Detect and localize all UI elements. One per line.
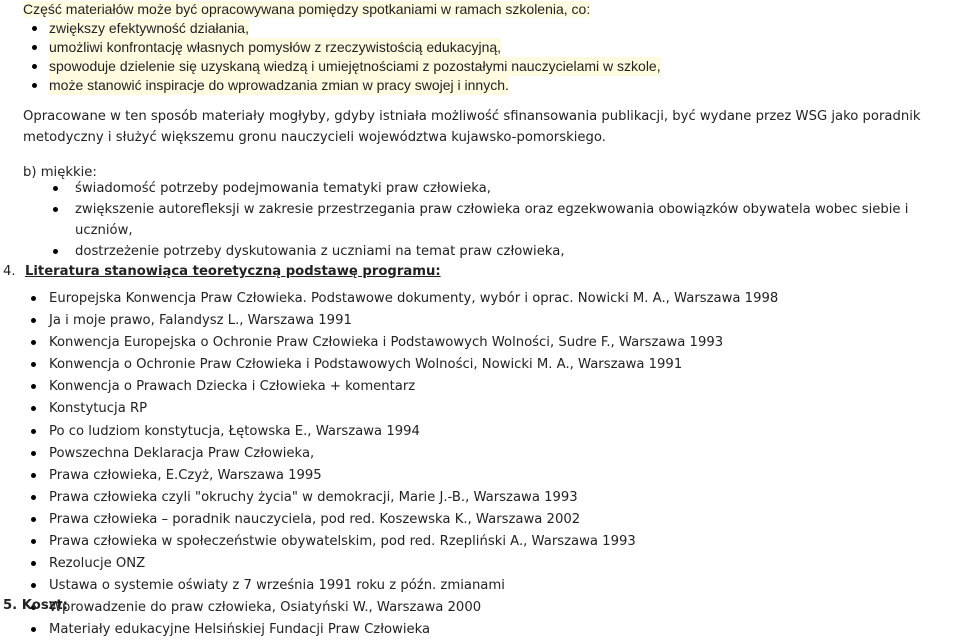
bullet-icon <box>31 627 36 632</box>
literature-list <box>0 288 959 642</box>
bullet-icon <box>31 429 36 434</box>
bullet-icon <box>31 473 36 478</box>
bullet-icon <box>53 186 58 191</box>
list-item: Wprowadzenie do praw człowieka, Osiatyński W., Warszawa 2000 <box>0 597 959 619</box>
bullet-icon <box>31 406 36 411</box>
intro-lead: Część materiałów może być opracowywana pomiędzy spotkaniami w ramach szkolenia, co: <box>23 1 591 17</box>
bullet-icon <box>53 249 58 254</box>
bullet-icon <box>53 207 58 212</box>
list-item: Ja i moje prawo, Falandysz L., Warszawa 1991 <box>0 310 959 332</box>
list-item: Prawa człowieka czyli "okruchy życia" w demokracji, Marie J.-B., Warszawa 1993 <box>0 487 959 509</box>
list-item: zwiększenie autorefleksji w zakresie przestrzegania praw człowieka oraz egzekwowania obowiązków obywatela wobec siebie i uczniów, <box>0 199 959 241</box>
bullet-icon <box>31 561 36 566</box>
section-b-heading: b) miękkie: <box>23 165 97 180</box>
list-item: Materiały edukacyjne Helsińskiej Fundacji Praw Człowieka <box>0 619 959 641</box>
section-4-heading <box>3 262 441 282</box>
bullet-icon <box>31 495 36 500</box>
section-b-list <box>0 178 959 262</box>
bullet-icon <box>32 83 37 88</box>
bullet-icon <box>31 362 36 367</box>
bullet-icon <box>31 583 36 588</box>
list-item: Prawa człowieka w społeczeństwie obywatelskim, pod red. Rzepliński A., Warszawa 1993 <box>0 531 959 553</box>
list-item: spowoduje dzielenie się uzyskaną wiedzą i umiejętnościami z pozostałymi nauczycielami w szkole, <box>0 57 959 76</box>
bullet-icon <box>32 45 37 50</box>
list-item: dostrzeżenie potrzeby dyskutowania z uczniami na temat praw człowieka, <box>0 241 959 262</box>
list-item: zwiększy efektywność działania, <box>0 19 959 38</box>
intro-list <box>0 19 959 95</box>
section-number: 4. <box>3 264 16 279</box>
list-item: Europejska Konwencja Praw Człowieka. Podstawowe dokumenty, wybór i oprac. Nowicki M. A., Warszawa 1998 <box>0 288 959 310</box>
list-item: Prawa człowieka – poradnik nauczyciela, pod red. Koszewska K., Warszawa 2002 <box>0 509 959 531</box>
bullet-icon <box>32 64 37 69</box>
bullet-icon <box>31 451 36 456</box>
list-item: Rezolucje ONZ <box>0 553 959 575</box>
list-item: Prawa człowieka, E.Czyż, Warszawa 1995 <box>0 465 959 487</box>
section-title: Literatura stanowiąca teoretyczną podstawę programu: <box>25 264 441 279</box>
list-item: może stanowić inspiracje do wprowadzania zmian w pracy swojej i innych. <box>0 76 959 95</box>
list-item: Powszechna Deklaracja Praw Człowieka, <box>0 443 959 465</box>
bullet-icon <box>31 517 36 522</box>
bullet-icon <box>31 318 36 323</box>
list-item: Ustawa o systemie oświaty z 7 września 1991 roku z późn. zmianami <box>0 575 959 597</box>
list-item: Konwencja Europejska o Ochronie Praw Człowieka i Podstawowych Wolności, Sudre F., Warszawa 1993 <box>0 332 959 354</box>
list-item: Konwencja o Prawach Dziecka i Człowieka + komentarz <box>0 376 959 398</box>
list-item: Po co ludziom konstytucja, Łętowska E., Warszawa 1994 <box>0 421 959 443</box>
list-item: umożliwi konfrontację własnych pomysłów z rzeczywistością edukacyjną, <box>0 38 959 57</box>
bullet-icon <box>31 384 36 389</box>
paragraph: Opracowane w ten sposób materiały mogłyby, gdyby istniała możliwość sfinansowania publikacji, być wydane przez WSG jako poradnik metodyczny i służyć większemu gronu nauczycieli województwa kujawsko-pomorskiego. <box>23 109 921 145</box>
bullet-icon <box>31 296 36 301</box>
bullet-icon <box>31 340 36 345</box>
section-5-heading: 5. Koszt: <box>3 598 68 613</box>
bullet-icon <box>31 539 36 544</box>
list-item: Konwencja o Ochronie Praw Człowieka i Podstawowych Wolności, Nowicki M. A., Warszawa 1991 <box>0 354 959 376</box>
list-item: Konstytucja RP <box>0 398 959 420</box>
bullet-icon <box>32 26 37 31</box>
list-item: świadomość potrzeby podejmowania tematyki praw człowieka, <box>0 178 959 199</box>
